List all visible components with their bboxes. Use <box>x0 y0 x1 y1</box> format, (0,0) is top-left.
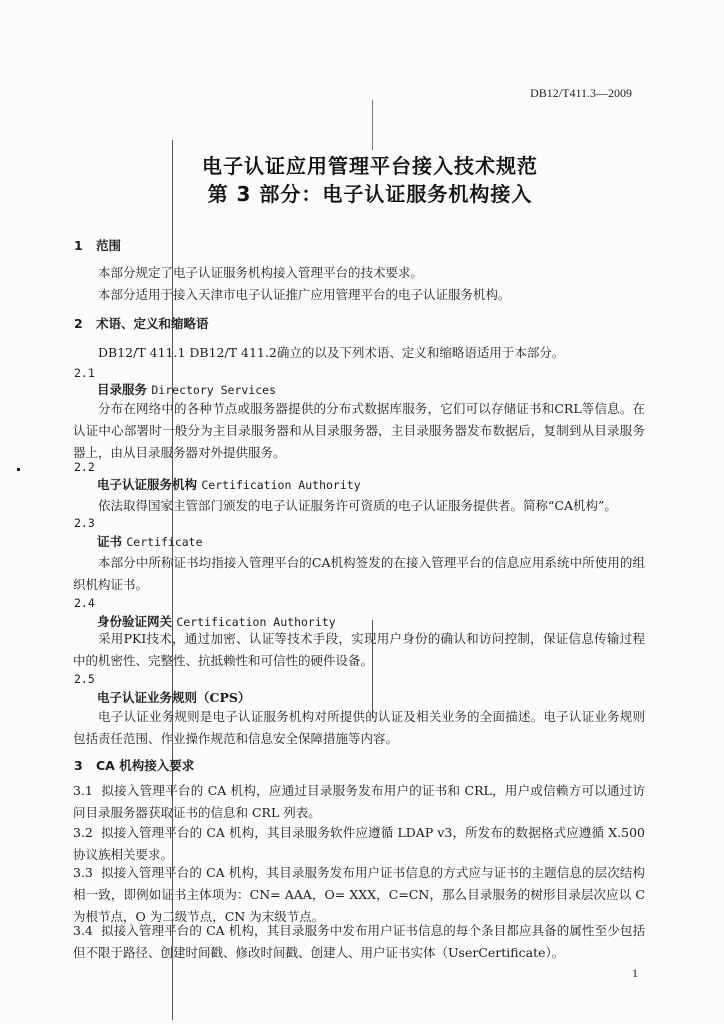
clause-number: 2.2 <box>74 460 95 474</box>
paragraph: DB12/T 411.1 DB12/T 411.2确立的以及下列术语、定义和缩略语适用于本部分。 <box>98 345 565 360</box>
clause-paragraph: 3.3 拟接入管理平台的 CA 机构，其目录服务发布用户证书信息的方式应与证书的主题信息的层次结构相一致，即例如证书主体项为：CN= AAA，O= XXX，C=CN，那么目录服务的树形目录层次应以 C 为根节点，O 为二级节点，CN 为末级节点。 <box>73 865 645 924</box>
term-entry: 电子认证服务机构 Certification Authority <box>97 477 361 492</box>
clause-number: 2.3 <box>74 516 95 530</box>
clause-number: 2.1 <box>74 366 95 380</box>
clause-paragraph: 3.2 拟接入管理平台的 CA 机构，其目录服务软件应遵循 LDAP v3，所发布的数据格式应遵循 X.500 协议族相关要求。 <box>73 825 646 862</box>
section-heading: 3 CA 机构接入要求 <box>74 758 195 773</box>
page-number: 1 <box>632 966 638 980</box>
document-title: 电子认证应用管理平台接入技术规范 <box>202 154 538 178</box>
section-heading: 1 范围 <box>74 238 122 253</box>
clause-paragraph: 3.1 拟接入管理平台的 CA 机构，应通过目录服务发布用户的证书和 CRL，用户或信赖方可以通过访问目录服务器获取证书的信息和 CRL 列表。 <box>73 783 645 820</box>
term-entry: 身份验证网关 Certification Authority <box>97 614 336 629</box>
term-definition: 采用PKI技术，通过加密、认证等技术手段，实现用户身份的确认和访问控制，保证信息传输过程中的机密性、完整性、抗抵赖性和可信性的硬件设备。 <box>73 631 645 668</box>
term-definition: 依法取得国家主管部门颁发的电子认证服务许可资质的电子认证服务提供者。简称“CA机构”。 <box>98 498 617 513</box>
term-definition: 本部分中所称证书均指接入管理平台的CA机构签发的在接入管理平台的信息应用系统中所使用的组织机构证书。 <box>73 555 645 592</box>
term-entry: 目录服务 Directory Services <box>97 382 276 397</box>
paragraph: 本部分适用于接入天津市电子认证推广应用管理平台的电子认证服务机构。 <box>98 287 511 302</box>
clause-number: 2.4 <box>74 596 95 610</box>
term-entry: 电子认证业务规则（CPS） <box>97 690 251 705</box>
standard-code: DB12/T411.3—2009 <box>530 86 632 100</box>
paragraph: 本部分规定了电子认证服务机构接入管理平台的技术要求。 <box>98 265 424 280</box>
clause-number: 2.5 <box>74 672 95 686</box>
term-entry: 证书 Certificate <box>97 534 203 549</box>
section-heading: 2 术语、定义和缩略语 <box>74 316 209 331</box>
clause-paragraph: 3.4 拟接入管理平台的 CA 机构，其目录服务中发布用户证书信息的每个条目都应具备的属性至少包括但不限于路径、创建时间戳、修改时间戳、创建人、用户证书实体（UserCertificate）。 <box>73 923 645 960</box>
scan-artifact-dot <box>17 468 20 471</box>
term-definition: 分布在网络中的各种节点或服务器提供的分布式数据库服务，它们可以存储证书和CRL等信息。在认证中心部署时一般分为主目录服务器和从目录服务器，主目录服务器发布数据后，复制到从目录服务器上，由从目录服务器对外提供服务。 <box>73 401 645 460</box>
term-definition: 电子认证业务规则是电子认证服务机构对所提供的认证及相关业务的全面描述。电子认证业务规则包括责任范围、作业操作规范和信息安全保障措施等内容。 <box>73 709 645 746</box>
scan-artifact-line <box>372 100 373 150</box>
document-subtitle: 第 3 部分：电子认证服务机构接入 <box>207 182 533 206</box>
